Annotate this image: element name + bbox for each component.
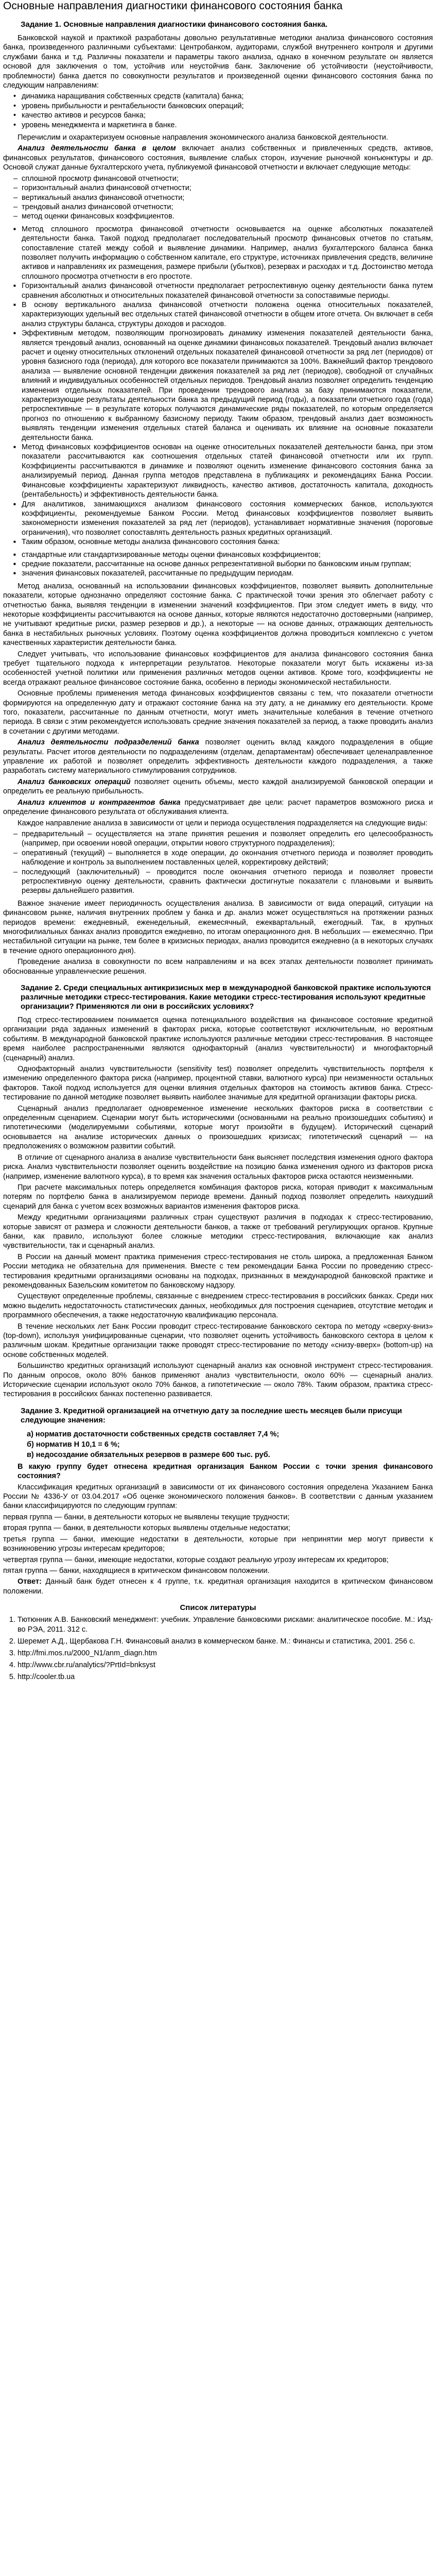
list-item: – трендовый анализ финансовой отчетности; [22,202,433,212]
list-item: • динамика наращивания собственных средств (капитала) банка; [22,92,433,101]
task2-p4: В отличие от сценарного анализа в анализе чувствительности банк выясняет последствия изменения одного фактора риска. Анализ чувствительности позволяет оценить воздействие на позицию банка изменения одного из факторов риска (например, изменение валютного курса), в то время как значения остальных факторов риска остаются неизменными. [3,1153,433,1181]
task3-values [27,1429,433,1460]
task3-p5: четвертая группа — банки, имеющие недостатки, которые создают реальную угрозу интересам их кредиторов; [3,1555,389,1564]
task3-question: В какую группу будет отнесена кредитная организация Банком России с точки зрения финансового состояния? [18,1462,433,1481]
list-item: – предварительный – осуществляется на этапе принятия решения и позволяет определить его целесообразность (например, при освоении новой операции, открытии нового структурного подразделения); [22,829,433,849]
reference-item: 2. Шеремет А.Д., Щербакова Г.Н. Финансовый анализ в коммерческом банке. М.: Финансы и статистика, 2001. 256 с. [18,1637,433,1647]
task2-p10: Большинство кредитных организаций используют сценарный анализ как основной инструмент стресс-тестирования. По данным опросов, около 80% банков применяют анализ чувствительности, около 60% — сценарный анализ. Исторические сценарии используют около 70% банков, а гипотетические — около 78%. Таким образом, практика стресс-тестирования в российских банках постепенно развивается. [3,1362,433,1399]
list-item: ■ стандартные или стандартизированные методы оценки финансовых коэффициентов; [22,550,433,560]
answer-label: Ответ: [18,1578,42,1586]
task3-item-a: а) норматив достаточности собственных средств составляет 7,4 %; [27,1430,280,1438]
reference-link[interactable]: 4. http://www.cbr.ru/analytics/?PrtId=bnksyst [18,1660,433,1670]
task1-criteria-list [3,92,433,130]
task2-p8: Существуют определенные проблемы, связанные с внедрением стресс-тестирования в российских банках. Среди них можно выделить недостаточность статистических данных, необходимых для построения сценариев, отсутствие методик и программного обеспечения, а также недостаточную квалификацию персонала. [3,1292,433,1320]
list-item: ■ Горизонтальный анализ финансовой отчетности предполагает ретроспективную оценку деятельности банка путем сравнения абсолютных и относительных показателей финансовой отчетности за сопоставимые периоды. [22,281,433,300]
task1-client-analysis [3,798,433,817]
task2-title: Задание 2. Среди специальных антикризисных мер в международной банковской практике используются различные методики стресс-тестирования. Какие методики стресс-тестирования используют кредитные организации? Применяются ли они в российских условиях? [21,984,431,1011]
task1-details-list [3,225,433,547]
task1-ops-analysis [3,777,433,796]
task3-p4: третья группа — банки, имеющие недостатки в деятельности, которые при непринятии мер могут привести к возникновению угрозы интересам кредиторов; [3,1535,433,1553]
task3-answer [3,1577,433,1596]
list-item: ■ Метод финансовых коэффициентов основан на оценке относительных показателей деятельности банка, при этом показатели рассчитываются как соотношения отдельных статей финансовой отчетности или их групп. Коэффициенты рассчитываются в динамике и позволяют оценить изменение финансового состояния банка за анализируемый период. Данная группа методов представлена в публикациях и рекомендациях Банка России. Финансовые коэффициенты характеризуют ликвидность, качество активов, достаточность капитала, доходность (рентабельность) и эффективность деятельности банка. [22,443,433,499]
task1-client-text: предусматривает две цели: расчет параметров возможного риска и определение финансового результата от обслуживания клиента. [3,798,433,817]
task3-item-b: б) норматив Н 10,1 = 6 %; [27,1440,120,1449]
task1-p3-text: включает анализ собственных и привлеченных средств, активов, финансовых результатов, финансового состояния, выявление слабых сторон, изучение рыночной конъюнктуры и др. Основой служат данные бухгалтерского учета, публикуемой финансовой отчетности и включает следующие методы: [3,144,433,172]
list-item: ■ Метод сплошного просмотра финансовой отчетности основывается на оценке абсолютных показателей деятельности банка. Такой подход предполагает последовательный просмотр финансовых отчетов по статьям, сопоставление статей между собой и выявление динамики. Например, анализ бухгалтерского баланса банка позволяет получить информацию о собственном капитале, его структуре, источниках привлечения средств, величине активов и направлениях их размещения, размере прибыли (убытков), резервах и расходах и т.д. Достоинство метода сплошного просмотра отчетности в его простоте. [22,225,433,281]
list-item: • качество активов и ресурсов банка; [22,111,433,120]
task3-p1: Классификация кредитных организаций в зависимости от их финансового состояния определена Указанием Банка России № 4336-У от 03.04.2017 «Об оценке экономического положения банков». В соответствии с данным указанием банки классифицируются по следующим группам: [3,1483,433,1511]
task2-p1: Под стресс-тестированием понимается оценка потенциального воздействия на финансовое состояние кредитной организации ряда заданных изменений в факторах риска, которые соответствуют исключительным, но вероятным событиям. В международной банковской практике используются различные методики стресс-тестирования. В настоящее время наиболее распространенными являются однофакторный (анализ чувствительности) и многофакторный (сценарный) анализ. [3,1016,433,1062]
list-item: – метод оценки финансовых коэффициентов. [22,212,433,221]
term-bank-analysis: Анализ деятельности банка в целом [18,144,176,153]
task3-section [3,1406,433,1596]
task1-periodicity: Важное значение имеет периодичность осуществления анализа. В зависимости от вида операций, ситуации на финансовом рынке, наличия внутренних проблем у банка и др. анализ может осуществляться на протяжении разных периодов времени: ежедневный, еженедельный, ежемесячный, ежеквартальный, ежегодный. Так, в крупных многофилиальных банках анализ проводится ежедневно, по итогам операционного дня. В небольших — ежемесячно. При нестабильной ситуации на рынке, тем более в кризисных периодах, анализ проводится ежедневно (а в некоторых случаях в течение одного операционного дня). [3,899,433,955]
references-section [3,1603,433,1682]
task1-final: Проведение анализа в совокупности по всем направлениям и на всех этапах деятельности позволяет принимать обоснованные управленческие решения. [3,958,433,976]
list-item: ■ Эффективным методом, позволяющим прогнозировать динамику изменения показателей деятельности банка, является трендовый анализ, основанный на оценке динамики финансовых показателей. Трендовый анализ включает расчет и оценку относительных отклонений отдельных показателей финансовой отчетности за ряд лет (периодов) от уровня базисного года (периода), для которого все показатели принимаются за 100%. Важнейший фактор трендового анализа — выявление основной тенденции движения показателей за ряд лет (периодов), свободной от случайных влияний и индивидуальных особенностей отдельных периодов. Трендовый анализ позволяет определить тенденцию изменения отдельных показателей. При проведении трендового анализа за базу принимаются показатели, характеризующие результаты деятельности банка за предыдущий период (годы), а показатели отчетного года (года) ретроспективные — в результате которых получаются динамические ряды показателей, по которым определяется прогноз по отношению к выбранному базисному периоду. Таким образом, трендовый анализ дает возможность выявлять тенденции изменения отдельных статей баланса и оценивать их влияние на основные показатели деятельности банка. [22,329,433,443]
list-item: ■ значения финансовых показателей, рассчитанные по предыдущим периодам. [22,569,433,578]
term-unit-analysis: Анализ деятельности подразделений банка [18,738,199,747]
list-item: ■ Таким образом, основные методы анализа финансового состояния банка: [22,537,433,547]
list-item: – последующий (заключительный) – проводится после окончания отчетного периода и позволяет провести ретроспективную оценку деятельности, сравнить фактически достигнутые показатели с плановыми и выявить резервы дальнейшего развития. [22,868,433,896]
task1-unit-text: позволяет оценить вклад каждого подразделения в общие результаты. Расчет итогов деятельности по подразделениям (отделам, департаментам) обеспечивает целенаправленное управление их работой и позволяет определить эффективность деятельности каждого подразделения, а также разработать систему материального стимулирования сотрудников. [3,738,433,775]
task1-unit-analysis [3,738,433,776]
references-list [3,1615,433,1682]
task3-item-c: в) недосоздание обязательных резервов в размере 600 тыс. руб. [27,1450,270,1459]
task2-p6: Между кредитными организациями различных стран существуют различия в подходах к стресс-тестированию, которые зависят от размера и сложности деятельности банков, а также от требований регулирующих органов. Крупные банки, как правило, используют более сложные методики стресс-тестирования, включающие как анализ чувствительности, так и сценарный анализ. [3,1213,433,1250]
task3-p6: пятая группа — банки, находящиеся в критическом финансовом положении. [3,1566,270,1575]
task2-p2: Однофакторный анализ чувствительности (sensitivity test) позволяет определить чувствительность портфеля к изменению определенного фактора риска (например, процентной ставки, валютного курса) при неизменности остальных факторов. Такой подход используется для оценки влияния отдельных факторов на стоимость активов банка. Стресс-тестирование по данной методике позволяет выявить наиболее значимые для кредитной организации факторы риска. [3,1065,433,1102]
task2-p3: Сценарный анализ предполагает одновременное изменение нескольких факторов риска в соответствии с определенным сценарием. Сценарии могут быть историческими (основанными на реально произошедших событиях) и гипотетическими (моделируемыми событиями, которые могут произойти в будущем). Исторический сценарий основывается на анализе исторических данных о произошедших кризисах; гипотетический сценарий — на предположениях о возможном развитии событий. [3,1104,433,1151]
term-ops-analysis: Анализ банковских операций [18,777,131,786]
task1-directions: Каждое направление анализа в зависимости от цели и периода осуществления подразделяется на следующие виды: [18,819,428,827]
answer-text: Данный банк будет отнесен к 4 группе, т.к. кредитная организация находится в критическом финансовом положении. [3,1578,433,1596]
task1-methods-list [3,174,433,222]
list-item: ■ Для аналитиков, занимающихся анализом финансового состояния коммерческих банков, используются коэффициенты, рекомендуемые Банком России. Метод финансовых коэффициентов позволяет выявить закономерности изменения показателей за ряд лет (периодов), устанавливает нормативные значения (пороговые ограничения), что позволяет сопоставлять деятельность разных кредитных организаций. [22,500,433,538]
task3-title: Задание 3. Кредитной организацией на отчетную дату за последние шесть месяцев были присущи следующие значения: [21,1406,402,1425]
task2-p9: В течение нескольких лет Банк России проводит стресс-тестирование банковского сектора по методу «сверху-вниз» (top-down), используя унифицированные сценарии, что позволяет оценить устойчивость банковского сектора в целом к различным шокам. Кредитные организации также проводят стресс-тестирование по методу «снизу-вверх» (bottom-up) на основе собственных моделей. [3,1322,433,1359]
reference-item: 1. Тютюнник А.В. Банковский менеджмент: учебник. Управление банковскими рисками: аналитическое пособие. М.: Изд-во РЭА, 2011. 312 с. [18,1615,433,1635]
task2-p5: При расчете максимальных потерь определяется комбинация факторов риска, которая приводит к максимальным потерям по портфелю банка в анализируемом периоде времени. Данный подход позволяет определить наихудший сценарий для банка с учетом всех возможных вариантов изменения факторов риска. [3,1183,433,1211]
task3-p2: первая группа — банки, в деятельности которых не выявлены текущие трудности; [3,1513,290,1521]
task2-section [3,984,433,1399]
references-title: Список литературы [180,1603,256,1613]
list-item: – оперативный (текущий) – выполняется в ходе операции, до окончания отчетного периода и позволяет проводить наблюдение и контроль за выполнением поставленных целей, корректировку действий; [22,849,433,868]
task2-p7: В России на данный момент практика применения стресс-тестирования не столь широка, а предложенная Банком России методика не обязательна для применения. Вместе с тем рекомендации Банка России по проведению стресс-тестирования кредитными организациями основаны на подходах, признанных в международной банковской практике и рекомендованных Базельским комитетом по банковскому надзору. [3,1252,433,1290]
list-item: • уровень менеджмента и маркетинга в банке. [22,121,433,130]
task1-more-1: Метод анализа, основанный на использовании финансовых коэффициентов, позволяет выявить дополнительные показатели, которые однозначно определяют состояние банка. С практической точки зрения это облегчает работу с отчетностью банка, выявляя тенденции в изменении значений коэффициентов. При этом следует иметь в виду, что некоторые коэффициенты рассчитываются на основе данных, которые являются недостаточно достоверными (например, не учитывают кредитные риски, размер резервов и др.), а некоторые — на основе данных, отражающих деятельность банка в нестабильных рыночных условиях. Поэтому оценка коэффициентов должна проводиться комплексно с учетом качественных характеристик деятельности банка. [3,582,433,648]
reference-link[interactable]: 3. http://fmi.mos.ru/2000_N1/anm_diagn.htm [18,1649,433,1658]
task3-p3: вторая группа — банки, в деятельности которых выявлены отдельные недостатки; [3,1524,290,1533]
list-item: – горизонтальный анализ финансовой отчетности; [22,183,433,193]
page-title: Основные направления диагностики финансового состояния банка [3,0,343,12]
list-item: ■ В основу вертикального анализа финансовой отчетности положена оценка относительных показателей, характеризующих удельный вес отдельных статей финансовой отчетности в общем итоге отчета. Он включает в себя анализ структуры баланса, структуры доходов и расходов. [22,300,433,329]
task1-section [3,20,433,976]
list-item: – вертикальный анализ финансовой отчетности; [22,193,433,202]
task1-applications-list [3,550,433,579]
task1-ops-text: позволяет оценить объемы, место каждой анализируемой банковской операции и определить ее реальную прибыльность. [3,777,433,796]
list-item: ■ средние показатели, рассчитанные на основе данных репрезентативной выборки по банковским иным группам; [22,560,433,569]
task1-title: Задание 1. Основные направления диагностики финансового состояния банка. [21,20,328,29]
task1-p2: Перечислим и охарактеризуем основные направления экономического анализа банковской деятельности. [18,133,388,142]
list-item: • уровень прибыльности и рентабельности банковских операций; [22,101,433,111]
task1-more-3: Основные проблемы применения метода финансовых коэффициентов связаны с тем, что показатели отчетности формируются на определенную дату и отражают состояние банка на эту дату, а не динамику его деятельности. Кроме того, показатели, рассчитанные по данным отчетности, могут иметь значительные колебания в течение отчетного периода. В связи с этим рекомендуется использовать средние значения показателей за период, а также проводить анализ в сочетании с другими методами. [3,689,433,736]
task1-intro: Банковской наукой и практикой разработаны довольно результативные методики анализа финансового состояния банка, произведенного различными субъектами: Центробанком, аудиторами, службой внутреннего контроля и другими службами банка и т.д. Различны показатели и параметры такого анализа, однако в конечном результате он является основой для заключения о том, устойчив или неустойчив банк. Заключение об устойчивости (неустойчивости, проблемности) банка дается по совокупности результатов и произведенной оценки финансового состояния банка по следующим направлениям: [3,34,433,90]
list-item: – сплошной просмотр финансовой отчетности; [22,174,433,183]
task1-more-2: Следует учитывать, что использование финансовых коэффициентов для анализа финансового состояния банка требует тщательного подхода к интерпретации результатов. Некоторые показатели могут быть искажены из-за особенностей учетной политики или применения различных методов оценки активов. Кроме того, коэффициенты не всегда отражают реальное финансовое состояние банка, особенно в периоды экономической нестабильности. [3,650,433,687]
reference-link[interactable]: 5. http://cooler.tb.ua [18,1672,433,1682]
task1-p3 [3,144,433,172]
task1-kinds-list [3,829,433,896]
term-client-analysis: Анализ клиентов и контрагентов банка [18,798,181,807]
